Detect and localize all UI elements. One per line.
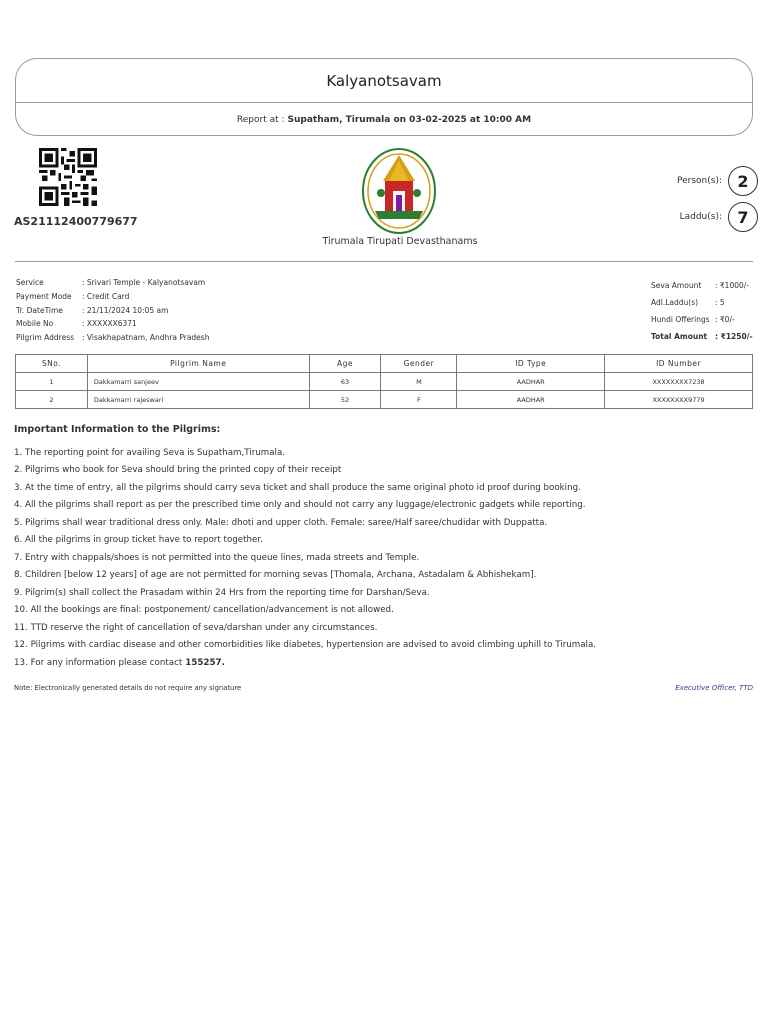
table-cell: 63 [309, 373, 381, 391]
list-item: 1. The reporting point for availing Seva is Supatham,Tirumala. [14, 447, 286, 458]
table-cell: AADHAR [457, 373, 605, 391]
table-cell: AADHAR [457, 391, 605, 409]
detail-row [16, 317, 209, 331]
amount-label: Seva Amount [651, 281, 702, 290]
detail-row [16, 290, 209, 304]
laddus-count [650, 202, 758, 232]
table-cell: XXXXXXXX7238 [605, 373, 753, 391]
amount-label: Hundi Offerings [651, 315, 710, 324]
list-item: 9. Pilgrim(s) shall collect the Prasadam within 24 Hrs from the reporting time for Darshan/Seva. [14, 587, 430, 598]
detail-value: : XXXXXX6371 [82, 319, 137, 329]
persons-count [650, 166, 758, 196]
list-item: 10. All the bookings are final: postponement/ cancellation/advancement is not allowed. [14, 605, 394, 616]
amount-row [651, 311, 753, 328]
table-cell: M [381, 373, 457, 391]
column-header: Age [309, 355, 381, 373]
instructions-list [14, 444, 744, 672]
header-box [15, 58, 753, 136]
page-title: Kalyanotsavam [16, 59, 752, 103]
total-amount-row [651, 328, 753, 345]
table-cell: 1 [16, 373, 88, 391]
report-prefix: Report at : [236, 114, 285, 125]
important-info-heading: Important Information to the Pilgrims: [14, 424, 221, 435]
detail-label: Payment Mode [16, 292, 72, 302]
list-item: 5. Pilgrims shall wear traditional dress only. Male: dhoti and upper cloth. Female: saree/Half saree/chudidar with Duppatta. [14, 517, 548, 528]
detail-row [16, 276, 209, 290]
detail-value: : 21/11/2024 10:05 am [82, 305, 169, 315]
amount-value: : 5 [715, 298, 725, 307]
persons-label: Person(s): [677, 176, 722, 186]
table-header-row [16, 355, 753, 373]
signatory: Executive Officer, TTD [675, 684, 753, 692]
qr-code-icon [39, 148, 97, 206]
amount-row [651, 277, 753, 294]
report-line [16, 103, 752, 136]
list-item: 8. Children [below 12 years] of age are not permitted for morning sevas [Thomala, Archana, Astadalam & Abhishekam]. [14, 570, 537, 581]
column-header: SNo. [16, 355, 88, 373]
table-cell: 52 [309, 391, 381, 409]
table-cell: F [381, 391, 457, 409]
table-cell: Dakkamarri rajeswari [87, 391, 309, 409]
detail-row [16, 303, 209, 317]
detail-label: Tr. DateTime [16, 305, 63, 315]
table-cell: Dakkamarri sanjeev [87, 373, 309, 391]
list-item: 7. Entry with chappals/shoes is not permitted into the queue lines, mada streets and Temple. [14, 552, 420, 563]
list-item: 11. TTD reserve the right of cancellation of seva/darshan under any circumstances. [14, 622, 378, 633]
list-item: 3. At the time of entry, all the pilgrims should carry seva ticket and shall produce the same original photo id proof during booking. [14, 482, 581, 493]
contact-number: 155257. [185, 657, 225, 668]
table-row [16, 391, 753, 409]
table-cell: 2 [16, 391, 88, 409]
booking-details [16, 276, 209, 344]
amount-value: : ₹0/- [715, 315, 735, 324]
booking-id: AS21112400779677 [14, 215, 138, 228]
amount-label: Adl.Laddu(s) [651, 298, 699, 307]
pilgrims-table [15, 354, 753, 409]
detail-row [16, 331, 209, 345]
contact-text: 13. For any information please contact [14, 657, 183, 668]
table-cell: XXXXXXXX9779 [605, 391, 753, 409]
ttd-emblem-icon [361, 147, 437, 235]
detail-value: : Srivari Temple - Kalyanotsavam [82, 278, 206, 288]
detail-value: : Credit Card [82, 292, 130, 302]
amount-details [651, 277, 753, 345]
amount-value: : ₹1000/- [715, 281, 750, 290]
laddus-value: 7 [728, 202, 758, 232]
list-item [14, 654, 744, 672]
section-divider [15, 261, 753, 262]
detail-value: : Visakhapatnam, Andhra Pradesh [82, 333, 210, 343]
column-header: Pilgrim Name [87, 355, 309, 373]
amount-label: Total Amount [651, 332, 708, 341]
detail-label: Service [16, 278, 44, 288]
list-item: 2. Pilgrims who book for Seva should bring the printed copy of their receipt [14, 465, 342, 476]
list-item: 6. All the pilgrims in group ticket have to report together. [14, 535, 263, 546]
table-row [16, 373, 753, 391]
list-item: 4. All the pilgrims shall report as per the prescribed time only and should not carry any luggage/electronic gadgets while reporting. [14, 500, 586, 511]
laddus-label: Laddu(s): [679, 212, 722, 222]
amount-value: : ₹1250/- [715, 332, 753, 341]
column-header: ID Number [605, 355, 753, 373]
column-header: Gender [381, 355, 457, 373]
detail-label: Pilgrim Address [16, 333, 75, 343]
list-item: 12. Pilgrims with cardiac disease and other comorbidities like diabetes, hypertension are advised to avoid climbing uphill to Tirumala. [14, 640, 597, 651]
detail-label: Mobile No [16, 319, 54, 329]
footer-note: Note: Electronically generated details do not require any signature [14, 684, 242, 692]
report-detail: Supatham, Tirumala on 03-02-2025 at 10:00 AM [287, 114, 532, 125]
org-name: Tirumala Tirupati Devasthanams [322, 236, 478, 247]
column-header: ID Type [457, 355, 605, 373]
persons-value: 2 [728, 166, 758, 196]
amount-row [651, 294, 753, 311]
